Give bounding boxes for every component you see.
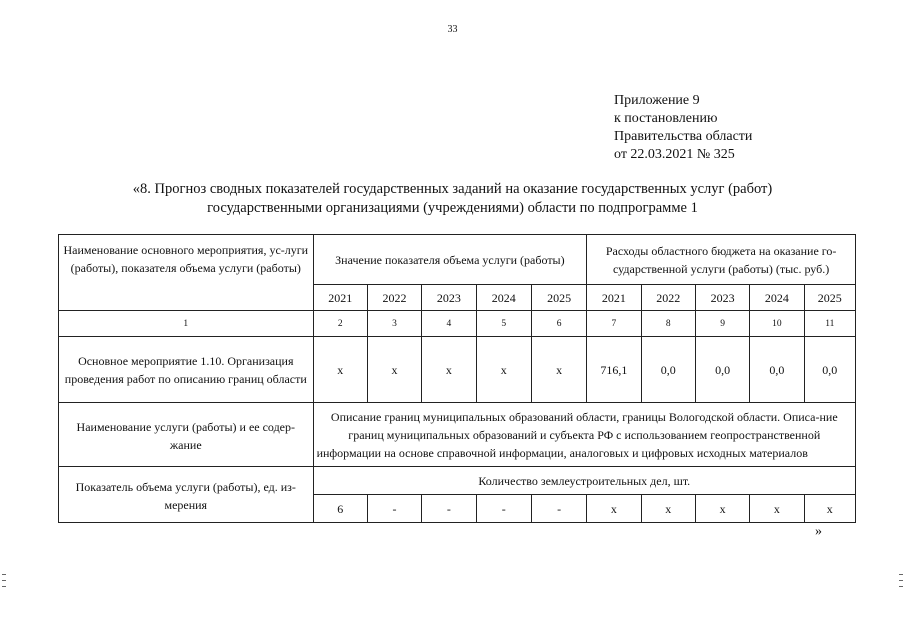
measure-expense-cell: 0,0 — [750, 337, 804, 403]
year-header: 2021 — [313, 285, 367, 311]
indicator-value-cell: - — [422, 495, 476, 523]
indicator-value-cell: - — [476, 495, 531, 523]
page-number: 33 — [447, 24, 458, 35]
margin-tick-mark — [899, 586, 903, 587]
margin-tick-mark — [899, 574, 903, 575]
year-header: 2022 — [367, 285, 421, 311]
indicator-table — [58, 234, 856, 523]
column-number: 11 — [804, 311, 855, 337]
margin-tick-mark — [899, 580, 903, 581]
indicator-expense-cell: x — [750, 495, 804, 523]
column-number: 2 — [313, 311, 367, 337]
title-line-2: государственными организациями (учреждениями) области по подпрограмме 1 — [207, 200, 698, 216]
title-line-1: «8. Прогноз сводных показателей государственных заданий на оказание государственных услуг (работ) — [132, 181, 773, 197]
appendix-line: Приложение 9 — [614, 93, 700, 108]
indicator-value-cell: - — [531, 495, 586, 523]
indicator-unit-cell: Количество землеустроительных дел, шт. — [313, 467, 855, 495]
column-number: 1 — [59, 311, 314, 337]
margin-tick-mark — [2, 574, 6, 575]
measure-expense-cell: 716,1 — [587, 337, 641, 403]
closing-quote: » — [815, 524, 822, 539]
column-number: 6 — [531, 311, 586, 337]
margin-tick-mark — [2, 586, 6, 587]
measure-value-cell: x — [476, 337, 531, 403]
appendix-line: к постановлению — [614, 111, 718, 126]
year-header: 2021 — [587, 285, 641, 311]
measure-expense-cell: 0,0 — [695, 337, 749, 403]
measure-name-cell: Основное мероприятие 1.10. Организация проведения работ по описанию границ области — [59, 337, 314, 403]
indicator-expense-cell: x — [804, 495, 855, 523]
header-name-cell: Наименование основного мероприятия, ус-луги (работы), показателя объема услуги (работы) — [59, 235, 314, 311]
margin-tick-mark — [2, 580, 6, 581]
measure-expense-cell: 0,0 — [641, 337, 695, 403]
appendix-line: Правительства области — [614, 129, 753, 144]
year-header: 2024 — [750, 285, 804, 311]
measure-value-cell: x — [422, 337, 476, 403]
year-header: 2025 — [531, 285, 586, 311]
column-number: 9 — [695, 311, 749, 337]
indicator-expense-cell: x — [641, 495, 695, 523]
column-number: 5 — [476, 311, 531, 337]
year-header: 2024 — [476, 285, 531, 311]
appendix-line: от 22.03.2021 № 325 — [614, 147, 735, 162]
header-value-group: Значение показателя объема услуги (работы) — [313, 235, 587, 285]
column-number: 7 — [587, 311, 641, 337]
year-header: 2022 — [641, 285, 695, 311]
measure-value-cell: x — [313, 337, 367, 403]
year-header: 2023 — [695, 285, 749, 311]
column-number: 8 — [641, 311, 695, 337]
indicator-value-cell: 6 — [313, 495, 367, 523]
indicator-value-cell: - — [367, 495, 421, 523]
header-expense-group: Расходы областного бюджета на оказание го-сударственной услуги (работы) (тыс. руб.) — [587, 235, 856, 285]
indicator-label-cell: Показатель объема услуги (работы), ед. из-мерения — [59, 467, 314, 523]
measure-value-cell: x — [531, 337, 586, 403]
measure-value-cell: x — [367, 337, 421, 403]
indicator-expense-cell: x — [587, 495, 641, 523]
service-description-cell: Описание границ муниципальных образований области, границы Вологодской области. Описа-ние границ муниципальных образований и субъекта РФ с использованием геопространственной информации на основе справочной информации, аналоговых и цифровых исходных материалов — [313, 403, 855, 467]
year-header: 2023 — [422, 285, 476, 311]
document-title — [40, 180, 865, 218]
year-header: 2025 — [804, 285, 855, 311]
indicator-expense-cell: x — [695, 495, 749, 523]
column-number: 10 — [750, 311, 804, 337]
column-number: 4 — [422, 311, 476, 337]
service-label-cell: Наименование услуги (работы) и ее содер-жание — [59, 403, 314, 467]
measure-expense-cell: 0,0 — [804, 337, 855, 403]
appendix-block — [614, 92, 752, 164]
column-number: 3 — [367, 311, 421, 337]
